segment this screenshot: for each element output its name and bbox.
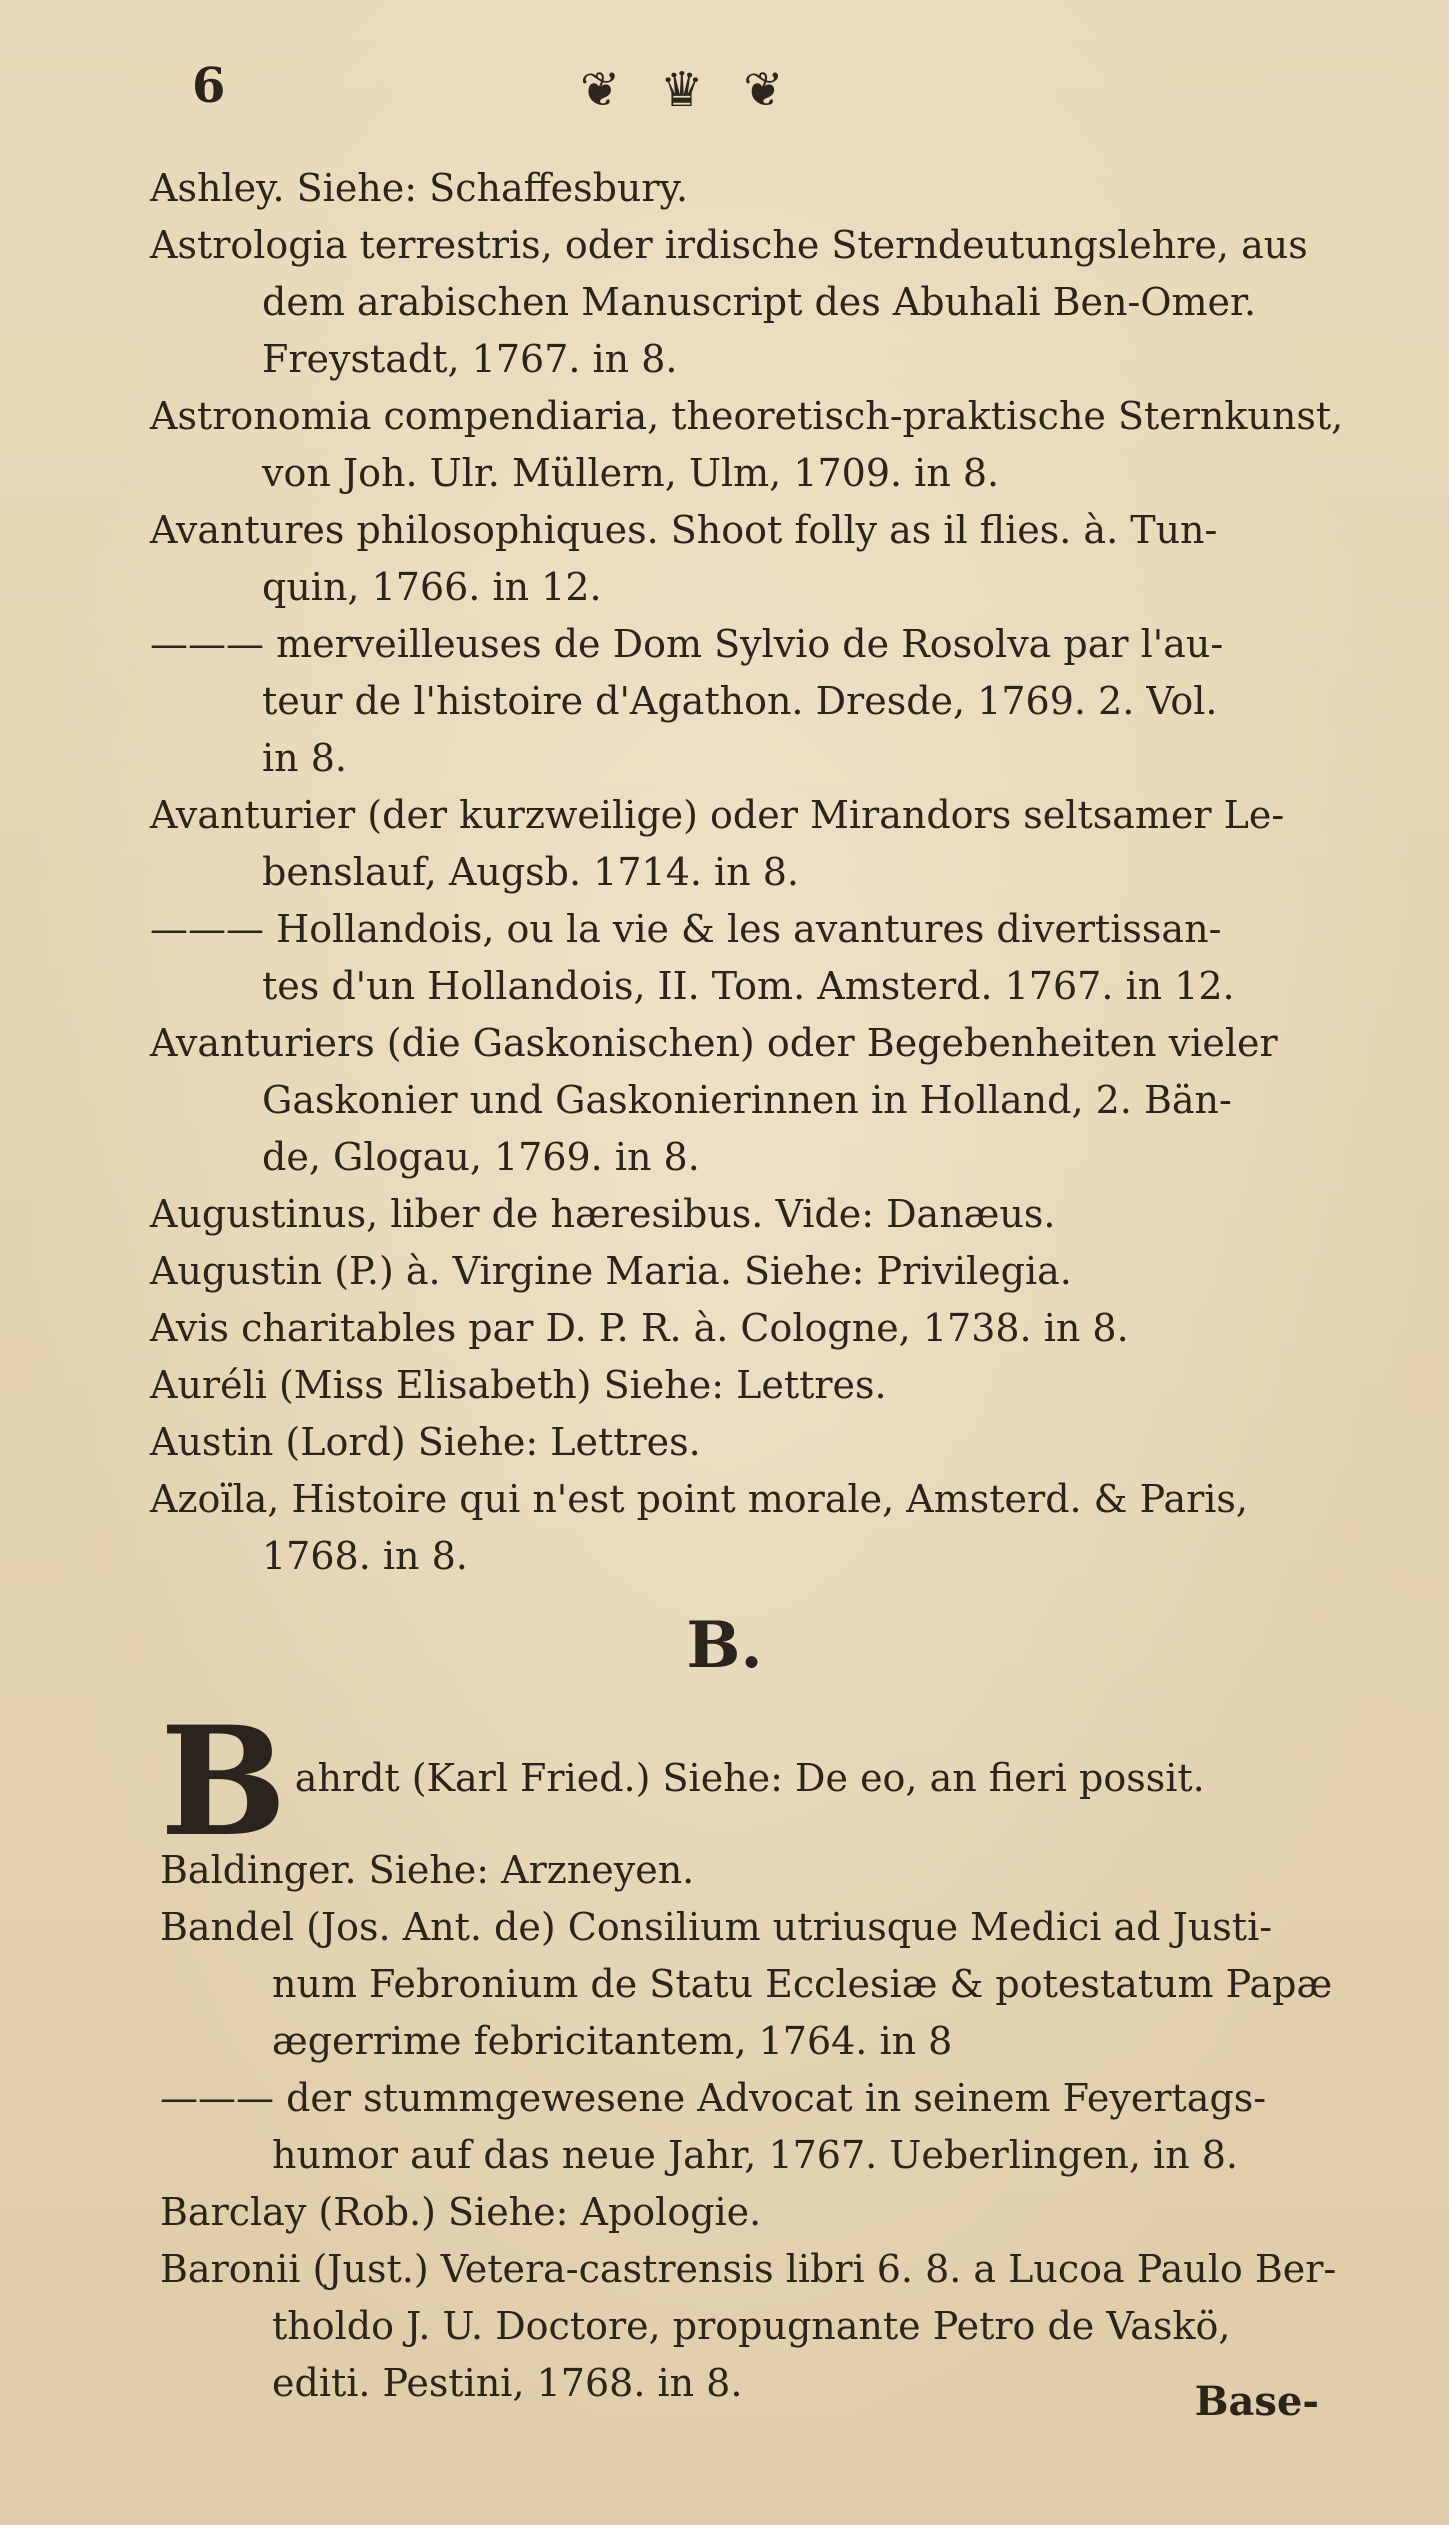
bibliography-entry [150,787,1390,901]
entries-list-b [160,1694,1390,2412]
entry-line: ——— der stummgewesene Advocat in seinem Feyertags- [160,2076,1267,2120]
entry-continuation-line: 1768. in 8. [262,1534,468,1578]
section-heading: B. [686,1608,763,1683]
entry-continuation-line: tes d'un Hollandois, II. Tom. Amsterd. 1767. in 12. [262,964,1235,1008]
bibliography-entry [150,1357,1390,1414]
entry-line: Ashley. Siehe: Schaffesbury. [150,166,689,210]
entry-continuation-line: editi. Pestini, 1768. in 8. [272,2361,743,2405]
entry-continuation-line: tholdo J. U. Doctore, propugnante Petro de Vaskö, [272,2304,1231,2348]
bibliography-entry [150,1186,1390,1243]
entry-continuation-line: ægerrime febricitantem, 1764. in 8 [272,2019,953,2063]
entry-continuation-line: Freystadt, 1767. in 8. [262,337,678,381]
entry-line: Azoïla, Histoire qui n'est point morale, Amsterd. & Paris, [150,1477,1248,1521]
entry-line: Barclay (Rob.) Siehe: Apologie. [160,2190,762,2234]
bibliography-entry [150,388,1390,502]
crown-icon: ♛ [660,62,704,118]
entry-continuation-line: dem arabischen Manuscript des Abuhali Ben-Omer. [262,280,1257,324]
entry-line: Astronomia compendiaria, theoretisch-praktische Sternkunst, [150,394,1344,438]
page-header [0,40,1449,160]
bibliography-entry [150,160,1390,217]
entry-line: ——— merveilleuses de Dom Sylvio de Rosolva par l'au- [150,622,1224,666]
entries-section-a [150,160,1390,1585]
entry-line: Austin (Lord) Siehe: Lettres. [150,1420,701,1464]
page-number: 6 [192,58,226,114]
bibliography-entry [150,1243,1390,1300]
entry-line: Avantures philosophiques. Shoot folly as il flies. à. Tun- [150,508,1218,552]
bibliography-entry [150,1471,1390,1585]
drop-cap: B [160,1694,287,1870]
entry-continuation-line: von Joh. Ulr. Müllern, Ulm, 1709. in 8. [262,451,1000,495]
fleuron-left-icon: ❦ [580,62,621,118]
header-ornaments [580,62,783,118]
entry-line: Augustin (P.) à. Virgine Maria. Siehe: Privilegia. [150,1249,1072,1293]
catchword: Base- [1194,2378,1319,2425]
entry-line: Augustinus, liber de hæresibus. Vide: Danæus. [150,1192,1056,1236]
entry-line: Baldinger. Siehe: Arzneyen. [160,1848,695,1892]
entry-continuation-line: Gaskonier und Gaskonierinnen in Holland, 2. Bän- [262,1078,1232,1122]
bibliography-entry [160,1842,1390,1899]
entry-continuation-line: num Febronium de Statu Ecclesiæ & potestatum Papæ [272,1962,1333,2006]
bibliography-entry [160,1720,1390,1807]
fleuron-right-icon: ❦ [743,62,784,118]
entries-section-b [160,1694,1390,2412]
bibliography-entry [160,2184,1390,2241]
entry-continuation-line: humor auf das neue Jahr, 1767. Ueberlingen, in 8. [272,2133,1238,2177]
entry-line: Avis charitables par D. P. R. à. Cologne, 1738. in 8. [150,1306,1129,1350]
entry-line: Bandel (Jos. Ant. de) Consilium utriusque Medici ad Justi- [160,1905,1273,1949]
bibliography-entry [160,1899,1390,2070]
entry-continuation-line: quin, 1766. in 12. [262,565,602,609]
bibliography-entry [150,901,1390,1015]
entry-continuation-line: benslauf, Augsb. 1714. in 8. [262,850,799,894]
bibliography-entry [150,616,1390,787]
entry-line: Avanturiers (die Gaskonischen) oder Begebenheiten vieler [150,1021,1278,1065]
bibliography-entry [150,502,1390,616]
entry-continuation-line: de, Glogau, 1769. in 8. [262,1135,700,1179]
bibliography-entry [160,2070,1390,2184]
entry-line: ——— Hollandois, ou la vie & les avantures divertissan- [150,907,1222,951]
bibliography-entry [150,1015,1390,1186]
entry-line: Auréli (Miss Elisabeth) Siehe: Lettres. [150,1363,887,1407]
entry-line: Baronii (Just.) Vetera-castrensis libri 6. 8. a Lucoa Paulo Ber- [160,2247,1337,2291]
entry-continuation-line: teur de l'histoire d'Agathon. Dresde, 1769. 2. Vol. [262,679,1218,723]
entry-line: Astrologia terrestris, oder irdische Sterndeutungslehre, aus [150,223,1308,267]
entry-line: Avanturier (der kurzweilige) oder Mirandors seltsamer Le- [150,793,1285,837]
entry-line: ahrdt (Karl Fried.) Siehe: De eo, an fieri possit. [294,1756,1205,1800]
bibliography-entry [150,1414,1390,1471]
bibliography-entry [150,1300,1390,1357]
entry-continuation-line: in 8. [262,736,347,780]
bibliography-entry [150,217,1390,388]
